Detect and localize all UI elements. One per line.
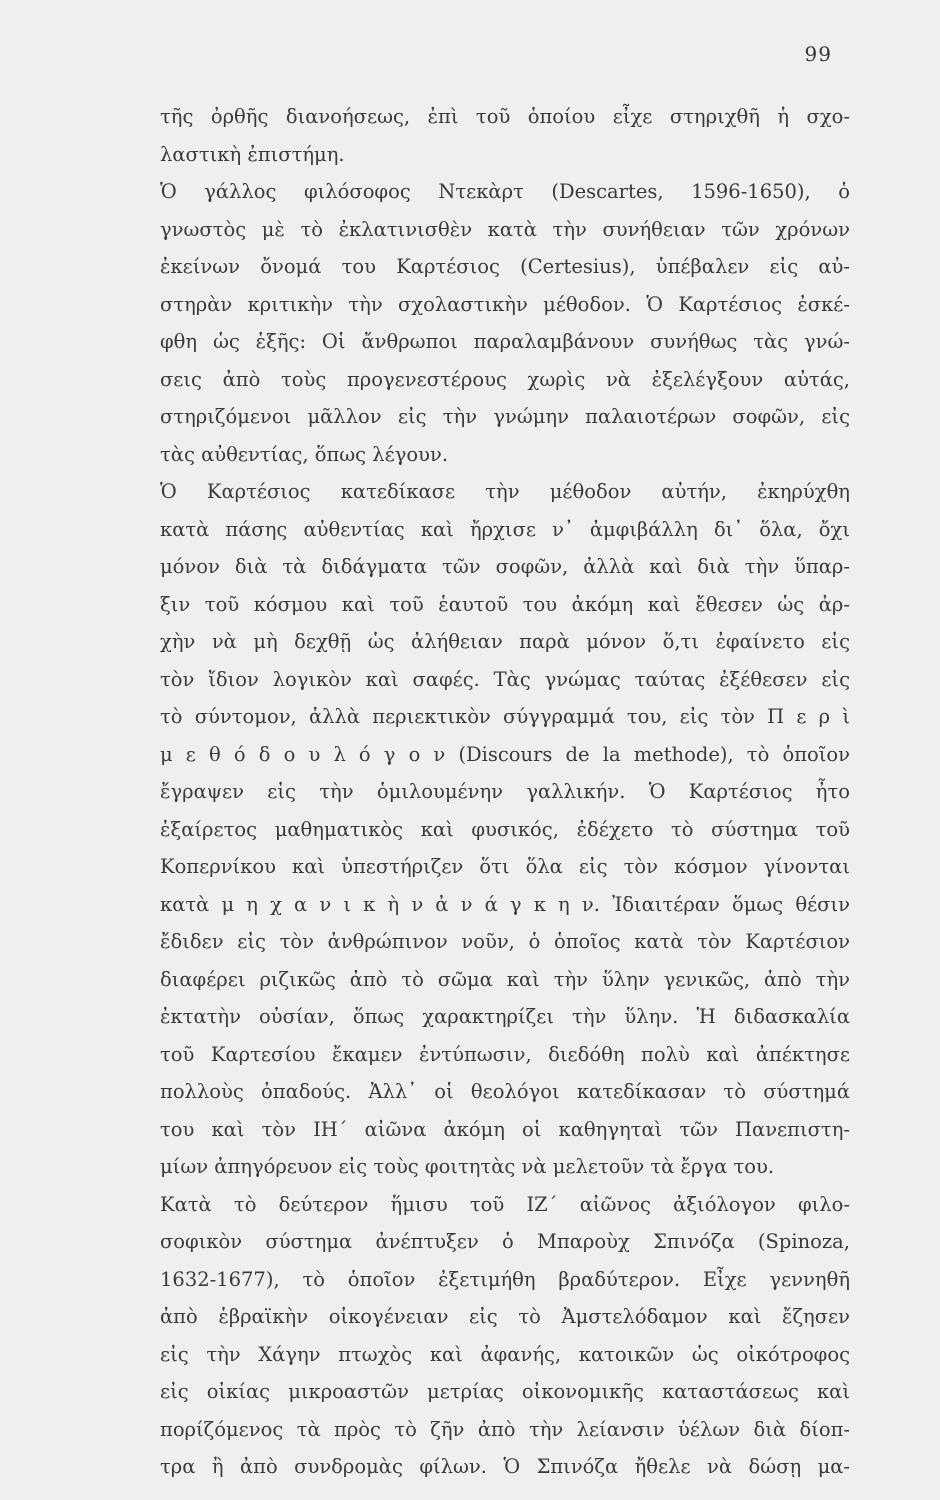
text-line: εἰς οἰκίας μικροαστῶν μετρίας οἰκονομικῆς καταστάσεως καὶ: [160, 1380, 850, 1403]
text-line: Ὁ γάλλος φιλόσοφος Ντεκὰρτ (Descartes, 1596-1650), ὁ: [160, 180, 850, 203]
text-line: μ ε θ ό δ ο υ λ ό γ ο ν (Discours de la methode), τὸ ὁποῖον: [160, 742, 850, 766]
text-line: 1632-1677), τὸ ὁποῖον ἐξετιμήθη βραδύτερον. Εἶχε γεννηθῆ: [160, 1267, 850, 1291]
text-line: λαστικὴ ἐπιστήμη.: [160, 142, 345, 166]
text-line: χὴν νὰ μὴ δεχθῇ ὡς ἀλήθειαν παρὰ μόνον ὅ,τι ἐφαίνετο εἰς: [160, 630, 850, 653]
text-line: τοῦ Καρτεσίου ἔκαμεν ἐντύπωσιν, διεδόθη πολὺ καὶ ἀπέκτησε: [160, 1042, 850, 1066]
page-number: 99: [804, 42, 832, 66]
text-line: στηριζόμενοι μᾶλλον εἰς τὴν γνώμην παλαιοτέρων σοφῶν, εἰς: [160, 405, 850, 428]
body-text: [160, 98, 850, 1486]
text-line: ξιν τοῦ κόσμου καὶ τοῦ ἑαυτοῦ του ἀκόμη καὶ ἔθεσεν ὡς ἀρ-: [160, 592, 850, 616]
text-line: Κοπερνίκου καὶ ὑπεστήριζεν ὅτι ὅλα εἰς τὸν κόσμον γίνονται: [160, 855, 850, 878]
text-line: Κατὰ τὸ δεύτερον ἥμισυ τοῦ ΙΖ΄ αἰῶνος ἀξιόλογον φιλο-: [160, 1192, 850, 1216]
text-line: κατὰ μ η χ α ν ι κ ὴ ν ἀ ν ά γ κ η ν. Ἰδιαιτέραν ὅμως θέσιν: [160, 892, 850, 916]
text-line: του καὶ τὸν ΙΗ΄ αἰῶνα ἀκόμη οἱ καθηγηταὶ τῶν Πανεπιστη-: [160, 1117, 850, 1141]
text-line: πορίζόμενος τὰ πρὸς τὸ ζῆν ἀπὸ τὴν λείανσιν ὑέλων διὰ δίοπ-: [160, 1417, 850, 1441]
text-line: κατὰ πάσης αὐθεντίας καὶ ἤρχισε ν᾽ ἀμφιβάλλη δι᾽ ὅλα, ὄχι: [160, 517, 850, 541]
text-line: τὸν ἴδιον λογικὸν καὶ σαφές. Τὰς γνώμας ταύτας ἐξέθεσεν εἰς: [160, 667, 850, 691]
text-line: φθη ὡς ἑξῆς: Οἱ ἄνθρωποι παραλαμβάνουν συνήθως τὰς γνώ-: [160, 330, 850, 353]
text-line: σεις ἀπὸ τοὺς προγενεστέρους χωρὶς νὰ ἐξελέγξουν αὐτάς,: [160, 367, 850, 391]
text-line: πολλοὺς ὀπαδούς. Ἀλλ᾽ οἱ θεολόγοι κατεδίκασαν τὸ σύστημά: [160, 1080, 850, 1103]
text-line: διαφέρει ριζικῶς ἀπὸ τὸ σῶμα καὶ τὴν ὕλην γενικῶς, ἀπὸ τὴν: [160, 967, 850, 991]
text-line: ἐξαίρετος μαθηματικὸς καὶ φυσικός, ἐδέχετο τὸ σύστημα τοῦ: [160, 817, 850, 841]
text-line: τὰς αὐθεντίας, ὅπως λέγουν.: [160, 442, 449, 466]
text-line: ἔγραψεν εἰς τὴν ὁμιλουμένην γαλλικήν. Ὁ Καρτέσιος ἦτο: [160, 780, 850, 803]
text-line: τρα ἢ ἀπὸ συνδρομὰς φίλων. Ὁ Σπινόζα ἤθελε νὰ δώσῃ μα-: [160, 1455, 850, 1478]
text-line: γνωστὸς μὲ τὸ ἐκλατινισθὲν κατὰ τὴν συνήθειαν τῶν χρόνων: [160, 217, 850, 241]
text-line: μίων ἀπηγόρευον εἰς τοὺς φοιτητὰς νὰ μελετοῦν τὰ ἔργα του.: [160, 1155, 775, 1178]
text-line: τὸ σύντομον, ἀλλὰ περιεκτικὸν σύγγραμμά του, εἰς τὸν Π ε ρ ὶ: [160, 705, 850, 728]
text-line: σοφικὸν σύστημα ἀνέπτυξεν ὁ Μπαροὺχ Σπινόζα (Spinoza,: [160, 1230, 850, 1253]
text-line: ἐκτατὴν οὐσίαν, ὅπως χαρακτηρίζει τὴν ὕλην. Ἡ διδασκαλία: [160, 1005, 850, 1028]
text-line: ἐκείνων ὄνομά του Καρτέσιος (Certesius), ὑπέβαλεν εἰς αὐ-: [160, 255, 850, 278]
text-line: τῆς ὀρθῆς διανοήσεως, ἐπὶ τοῦ ὁποίου εἶχε στηριχθῆ ἡ σχο-: [160, 105, 850, 128]
text-line: εἰς τὴν Χάγην πτωχὸς καὶ ἀφανής, κατοικῶν ὡς οἰκότροφος: [160, 1342, 850, 1366]
text-line: Ὁ Καρτέσιος κατεδίκασε τὴν μέθοδον αὐτήν, ἐκηρύχθη: [160, 480, 850, 503]
text-line: μόνον διὰ τὰ διδάγματα τῶν σοφῶν, ἀλλὰ καὶ διὰ τὴν ὕπαρ-: [160, 555, 850, 578]
text-line: ἔδιδεν εἰς τὸν ἀνθρώπινον νοῦν, ὁ ὁποῖος κατὰ τὸν Καρτέσιον: [160, 930, 850, 953]
text-line: ἀπὸ ἑβραϊκὴν οἰκογένειαν εἰς τὸ Ἀμστελόδαμον καὶ ἔζησεν: [160, 1305, 850, 1328]
text-line: στηρὰν κριτικὴν τὴν σχολαστικὴν μέθοδον. Ὁ Καρτέσιος ἐσκέ-: [160, 292, 850, 316]
